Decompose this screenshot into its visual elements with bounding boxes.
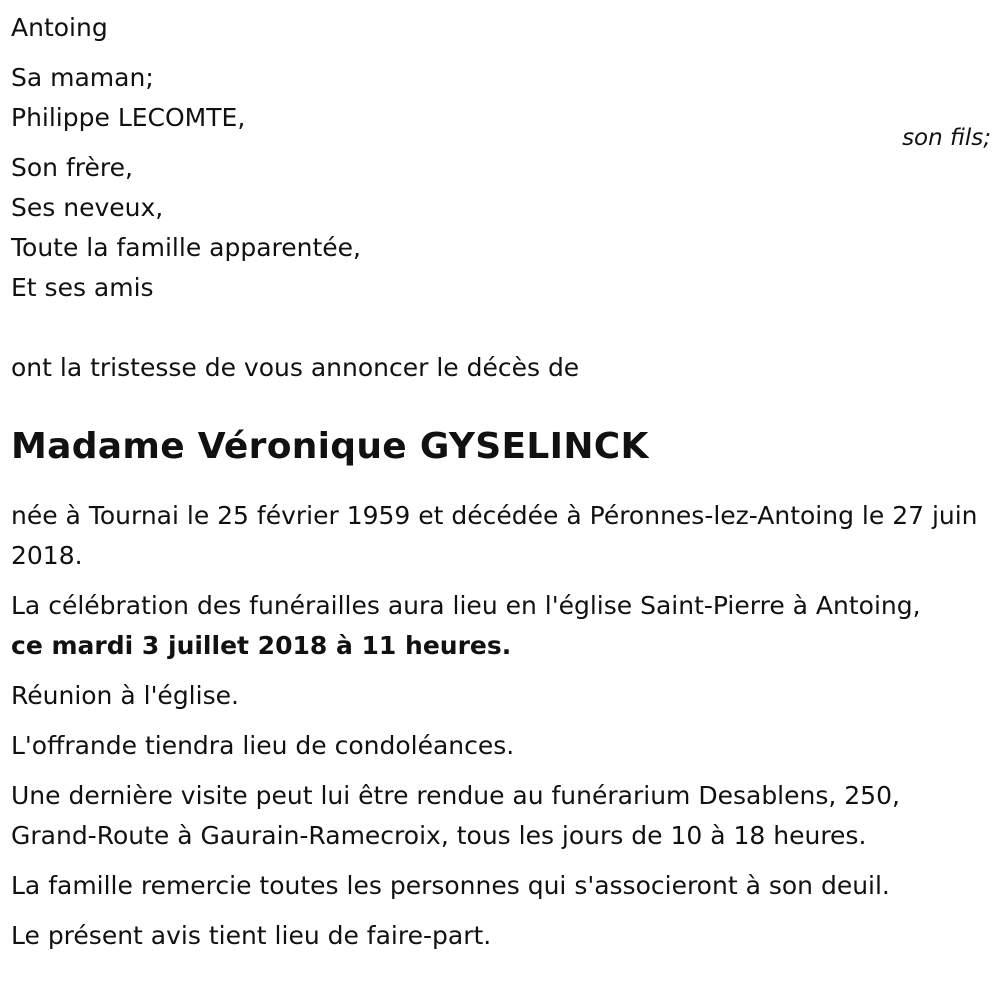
announcement: ont la tristesse de vous annoncer le décès de [11,353,580,382]
thanks-paragraph: La famille remercie toutes les personnes qui s'associeront à son deuil. [11,871,890,900]
visit-paragraph: Une dernière visite peut lui être rendue au funérarium Desablens, 250, Grand-Route à Gaurain-Ramecroix, tous les jours de 10 à 18 heures. [11,781,900,850]
ceremony-paragraph [11,586,991,666]
son-relation: son fils; [902,125,991,151]
ceremony-text: La célébration des funérailles aura lieu en l'église Saint-Pierre à Antoing, [11,591,921,620]
son-row [11,98,991,151]
birth-death-paragraph: née à Tournai le 25 février 1959 et décédée à Péronnes-lez-Antoing le 27 juin 2018. [11,501,978,570]
meeting-paragraph: Réunion à l'église. [11,681,239,710]
family-member-friends: Et ses amis [11,273,154,302]
son-name: Philippe LECOMTE, [11,103,246,132]
notice-paragraph: Le présent avis tient lieu de faire-part. [11,921,492,950]
location: Antoing [11,13,108,42]
offering-paragraph: L'offrande tiendra lieu de condoléances. [11,731,515,760]
family-member-relatives: Toute la famille apparentée, [11,233,361,262]
deceased-name: Madame Véronique GYSELINCK [11,426,649,467]
mother-line: Sa maman; [11,63,154,92]
family-member-brother: Son frère, [11,153,133,182]
family-member-nephews: Ses neveux, [11,193,164,222]
obituary-document [11,8,991,956]
ceremony-datetime: ce mardi 3 juillet 2018 à 11 heures. [11,631,512,660]
